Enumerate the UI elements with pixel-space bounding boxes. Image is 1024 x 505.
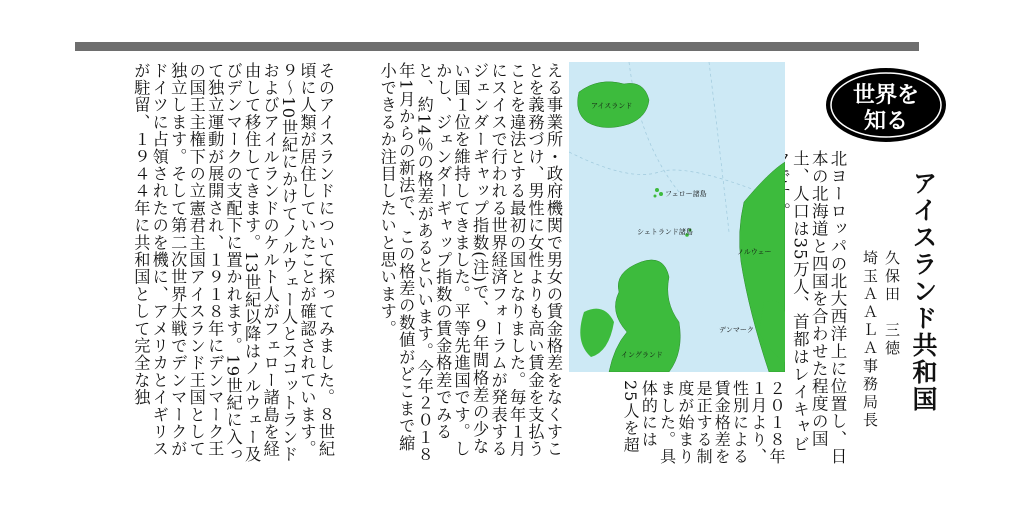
badge-line-2: 知る: [863, 109, 909, 134]
article-col-a: 北ヨーロッパの北大西洋上に位置し、日本の北海道と四国を合わせた程度の国土、人口は35万人、首都はレイキャビ: [790, 150, 847, 465]
map-label-england: イングランド: [621, 351, 663, 359]
header-rule: [75, 42, 919, 51]
badge-line-1: 世界を: [852, 83, 920, 108]
article-col-b: ２０１８年１月より、性別による賃金格差を是正する制度が始まりました。具体的には25人を超: [621, 380, 786, 465]
faroe-shape: [654, 188, 664, 198]
author-name: 久保田 三徳: [883, 250, 901, 358]
article-col-d: そのアイスランドについて探ってみました。８世紀頃に人類が居住していたことが確認されています。９〜10世紀にかけてノルウェー人とスコットランドおよびアイルランドのケルト人がフェロー諸島を経由して移住してきます。13世紀以降はノルウェー及びデンマークの支配下に置かれます。19世紀に入って独立運動が展開され、１９１８年にデンマーク王の国王主権下の立憲君主国アイスランド王国として独立します。そして第二次世界大戦でデンマークがドイツに占領されたのを機に、アメリカとイギリスが駐留、１９４４年に共和国として完全な独: [131, 62, 335, 463]
map-label-shetland: シェトランド諸島: [637, 228, 693, 236]
article-title: アイスランド共和国: [909, 170, 938, 413]
north-atlantic-map: [569, 62, 785, 372]
world-knowledge-badge: [823, 65, 949, 145]
map-label-faroe: フェロー諸島: [665, 190, 707, 198]
map-label-iceland: アイスランド: [591, 102, 633, 110]
author-affiliation: 埼玉ＡＡＬＡ事務局長: [861, 250, 879, 430]
map-label-denmark: デンマーク: [719, 326, 754, 334]
ireland-shape: [580, 309, 614, 357]
article-col-c: える事業所・政府機関で男女の賃金格差をなくすことを義務づけ、男性に女性よりも高い賃金を支払うことを違法とする最初の国となりました。毎年１月にスイスで行われる世界経済フォーラムが発表するジェンダーギャップ指数(注)で、９年間格差の少ない国１位を維持してきました。平等先進国です。しかし、ジェンダーギャップ指数の賃金格差でみると、約14％の格差があるといいます。今年２０１８年1月からの新法で、この格差の数値がどこまで縮小できるか注目したいと思います。: [377, 62, 563, 463]
map-label-norway: ノルウェー: [737, 248, 772, 256]
